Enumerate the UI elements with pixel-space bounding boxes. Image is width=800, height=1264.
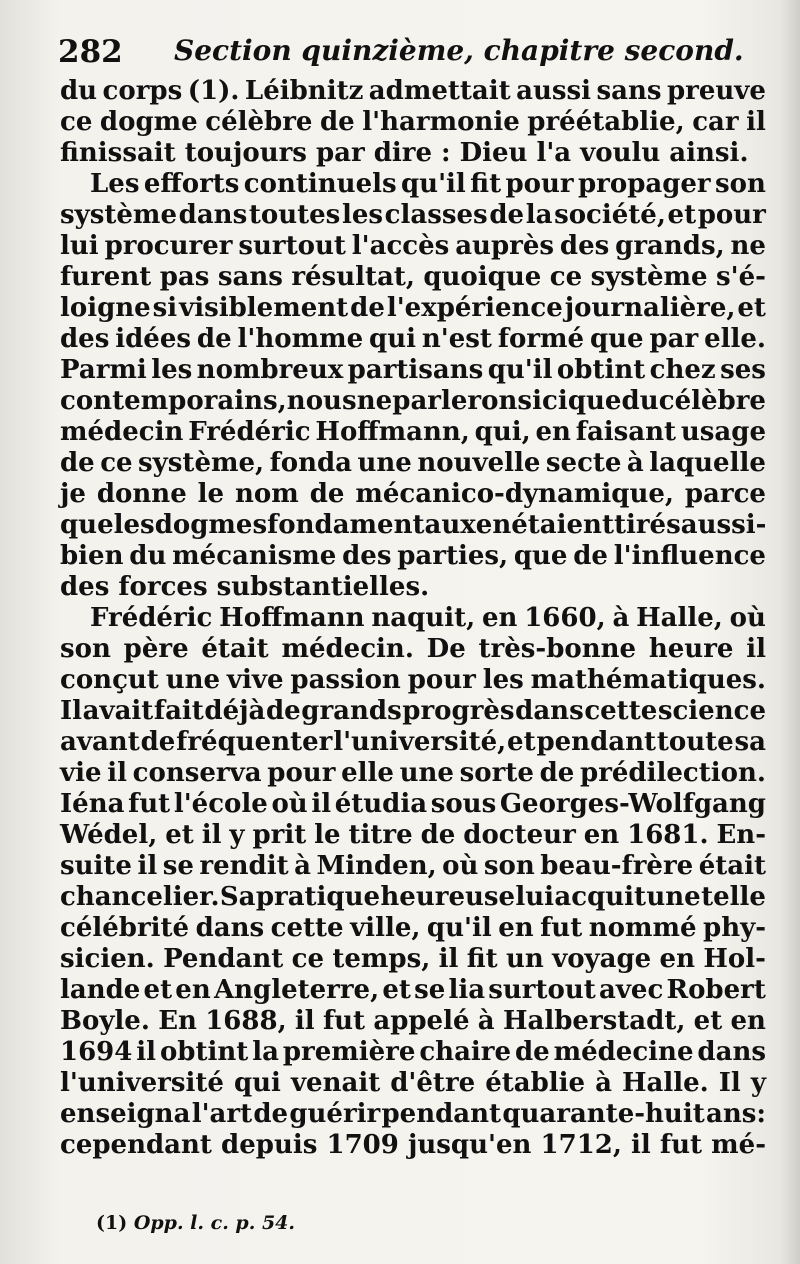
text-line: Wédel, et il y prit le titre de docteur en 1681. En- xyxy=(60,820,766,850)
text-line: bien du mécanisme des parties, que de l'influence xyxy=(60,541,766,571)
body-text xyxy=(60,76,766,1161)
text-line: cependant depuis 1709 jusqu'en 1712, il fut mé- xyxy=(60,1130,766,1160)
page-number: 282 xyxy=(58,34,123,70)
text-line: je donne le nom de mécanico-dynamique, parce xyxy=(60,479,766,509)
text-line: conçut une vive passion pour les mathématiques. xyxy=(60,665,766,695)
text-line: Iéna fut l'école où il étudia sous Georges-Wolfgang xyxy=(60,789,766,819)
text-line: Parmi les nombreux partisans qu'il obtint chez ses xyxy=(60,355,766,385)
text-line: loigne si visiblement de l'expérience journalière, et xyxy=(60,293,766,323)
text-line: que les dogmes fondamentaux en étaient tirés aussi- xyxy=(60,510,767,540)
text-line: avant de fréquenter l'université, et pendant toute sa xyxy=(60,727,766,757)
footnote-text: Opp. l. c. p. 54. xyxy=(133,1212,295,1234)
footnote xyxy=(96,1212,295,1234)
text-line: finissait toujours par dire : Dieu l'a voulu ainsi. xyxy=(60,138,749,168)
text-line: ce dogme célèbre de l'harmonie préétablie, car il xyxy=(60,107,766,137)
text-line: furent pas sans résultat, quoique ce système s'é- xyxy=(60,262,766,292)
text-line: suite il se rendit à Minden, où son beau-frère était xyxy=(60,851,766,881)
paragraph xyxy=(60,603,766,1161)
paragraph xyxy=(60,76,766,169)
text-line: l'université qui venait d'être établie à Halle. Il y xyxy=(60,1068,766,1098)
text-line: chancelier. Sa pratique heureuse lui acquit une telle xyxy=(60,882,766,912)
text-line: contemporains, nous ne parlerons ici que du célèbre xyxy=(60,386,766,416)
text-line: des forces substantielles. xyxy=(60,572,430,602)
running-head: Section quinzième, chapitre second. xyxy=(174,34,744,67)
text-line: vie il conserva pour elle une sorte de prédilection. xyxy=(60,758,766,788)
text-line: Il avait fait déjà de grands progrès dans cette science xyxy=(60,696,766,726)
text-line: Boyle. En 1688, il fut appelé à Halberstadt, et en xyxy=(60,1006,766,1036)
text-line: lande et en Angleterre, et se lia surtout avec Robert xyxy=(60,975,766,1005)
text-line: de ce système, fonda une nouvelle secte à laquelle xyxy=(60,448,766,478)
text-line: Frédéric Hoffmann naquit, en 1660, à Halle, où xyxy=(90,603,766,633)
text-line: son père était médecin. De très-bonne heure il xyxy=(60,634,766,664)
text-line: célébrité dans cette ville, qu'il en fut nommé phy- xyxy=(60,913,766,943)
page-header xyxy=(56,30,744,74)
text-line: des idées de l'homme qui n'est formé que par elle. xyxy=(60,324,766,354)
paragraph xyxy=(60,169,766,603)
text-line: du corps (1). Léibnitz admettait aussi sans preuve xyxy=(60,76,766,106)
text-line: Les efforts continuels qu'il fit pour propager son xyxy=(90,169,766,199)
text-line: lui procurer surtout l'accès auprès des grands, ne xyxy=(60,231,766,261)
text-line: système dans toutes les classes de la société, et pour xyxy=(60,200,766,230)
text-line: 1694 il obtint la première chaire de médecine dans xyxy=(60,1037,766,1067)
text-line: sicien. Pendant ce temps, il fit un voyage en Hol- xyxy=(60,944,766,974)
text-line: enseigna l'art de guérir pendant quarante-huit ans: xyxy=(60,1099,766,1129)
text-line: médecin Frédéric Hoffmann, qui, en faisant usage xyxy=(60,417,766,447)
footnote-marker: (1) xyxy=(96,1212,128,1234)
